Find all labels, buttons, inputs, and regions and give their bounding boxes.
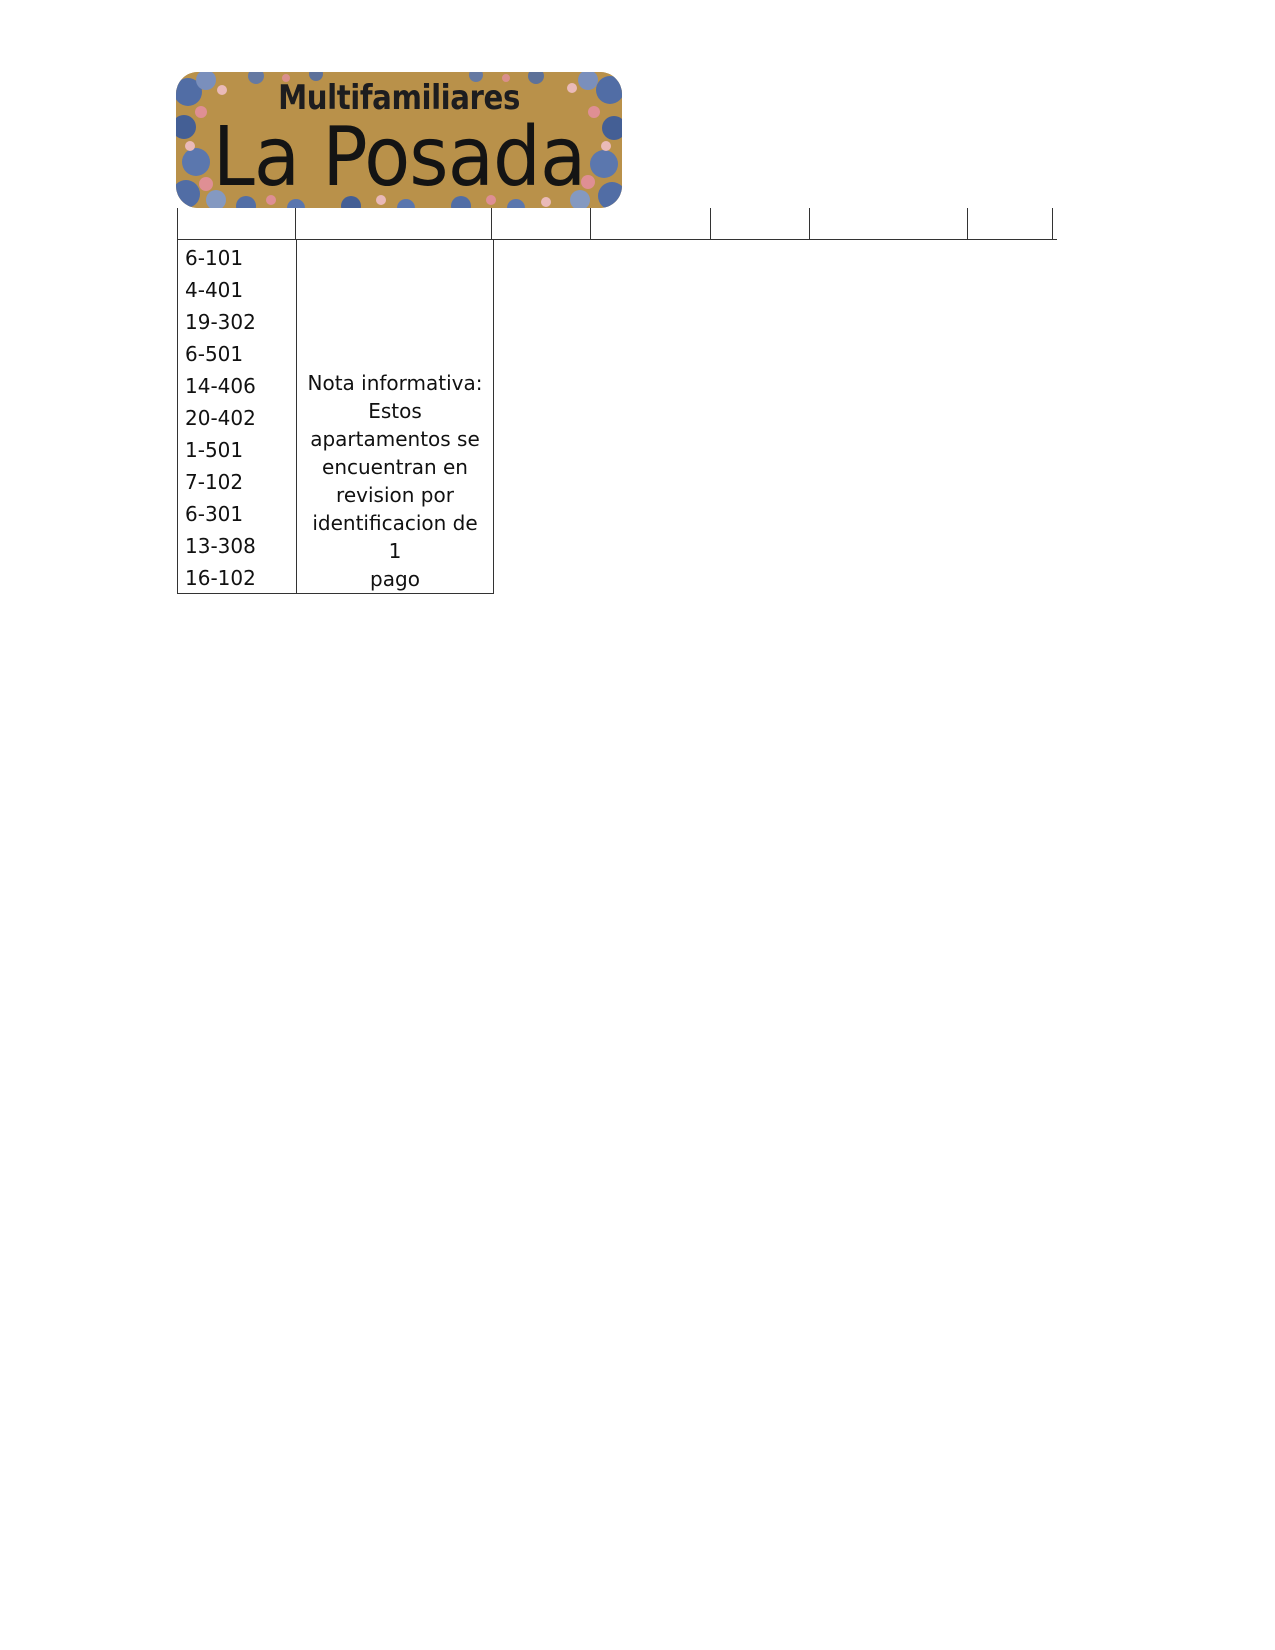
logo-banner	[176, 72, 622, 208]
unit-code: 13-308	[185, 534, 256, 558]
column-divider	[710, 208, 711, 239]
unit-code: 4-401	[185, 278, 244, 302]
unit-code: 7-102	[185, 470, 244, 494]
column-divider	[295, 208, 296, 239]
units-table	[177, 239, 494, 594]
table-header-row	[177, 208, 1057, 240]
unit-code: 14-406	[185, 374, 256, 398]
unit-code: 6-101	[185, 246, 244, 270]
column-divider	[491, 208, 492, 239]
column-divider	[967, 208, 968, 239]
unit-list	[178, 239, 296, 593]
unit-code: 20-402	[185, 406, 256, 430]
column-divider	[590, 208, 591, 239]
unit-code: 19-302	[185, 310, 256, 334]
column-divider	[1052, 208, 1053, 239]
unit-code: 16-102	[185, 566, 256, 590]
note-cell	[297, 239, 494, 594]
logo-title-small: Multifamiliares	[278, 78, 520, 118]
table-row	[178, 239, 494, 594]
units-cell	[178, 239, 297, 594]
column-divider	[809, 208, 810, 239]
informative-note: Nota informativa: Estos apartamentos se encuentran en revision por identificacion de 1 pago	[307, 371, 483, 591]
unit-code: 6-301	[185, 502, 244, 526]
logo-title-large: La Posada	[212, 110, 586, 205]
unit-code: 1-501	[185, 438, 244, 462]
column-divider	[177, 208, 178, 239]
unit-code: 6-501	[185, 342, 244, 366]
